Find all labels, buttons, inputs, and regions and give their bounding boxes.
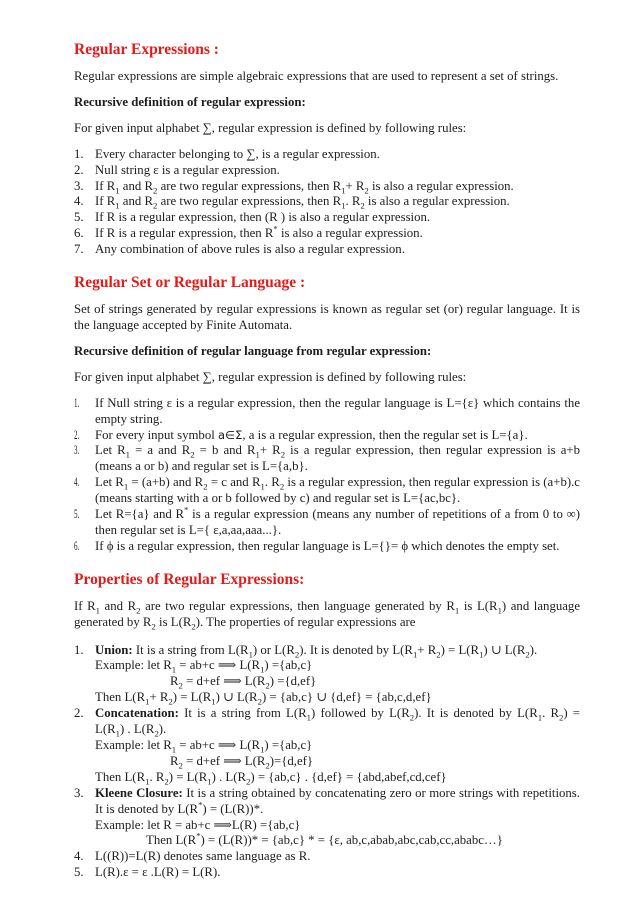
list-item-line: Then $L(R_1+ R_2) = L(R_1)$ ∪ $L(R_2) = \{ab,c\}$ ∪ {d,ef} = {ab,c,d,ef} [95, 690, 432, 707]
list-item-number: 1. [74, 146, 84, 161]
rules-list [74, 396, 580, 555]
list-item-number: 5. [74, 210, 84, 225]
list-item-text: For every input symbol a∈Σ, a is a regular expression, then the regular set is L={a}. [95, 427, 528, 442]
list-item [74, 643, 580, 707]
list-item [74, 147, 580, 163]
list-item-line: Kleene Closure: It is a string obtained by concatenating zero or more strings with repetitions. It is denoted by L(R*) = (L(R))*. [95, 785, 580, 816]
list-item-number: 2. [74, 706, 84, 721]
list-item [74, 194, 580, 210]
list-item [74, 428, 580, 444]
list-item-number: 4. [74, 194, 84, 209]
list-item-text: Any combination of above rules is also a regular expression. [95, 242, 405, 257]
list-item [74, 242, 580, 258]
list-item-number: 4. [74, 475, 80, 490]
list-item-number: 3. [74, 443, 80, 458]
list-item-text [95, 643, 580, 707]
list-item-number: 5. [74, 865, 84, 880]
list-item-number: 6. [74, 538, 80, 553]
list-item-text [95, 706, 580, 786]
list-item [74, 849, 580, 865]
list-item [74, 706, 580, 786]
list-item [74, 179, 580, 195]
list-item-line: Union: It is a string from $L(R_1)$ or $L(R_2)$. It is denoted by $L(R_1+ R_2) = L(R_1)$ ∪ $L(R_2)$. [95, 642, 538, 660]
list-item-line: Example: let R = ab+c ⟹L(R) ={ab,c} [95, 817, 301, 832]
list-item-number: 2. [74, 162, 84, 177]
list-item-number: 1. [74, 642, 84, 657]
list-item-line: $R_2 = d+ef$ ⟹ $L(R_2)=\{d,ef\}$ [170, 753, 314, 771]
section-regular-set [74, 273, 580, 555]
section-intro-paragraph: Set of strings generated by regular expressions is known as regular set (or) regular language. It is the language accepted by Finite Automata. [74, 302, 580, 332]
list-item-text: Let $R_1 = a$ and $R_2 = b$ and $R_1+ R_2$ is a regular expression, then regular expression is a+b (means a or b) and regular set is L={a,b}. [95, 443, 580, 474]
list-item [74, 396, 580, 428]
list-item-line: L(R).ε = ε .L(R) = L(R). [95, 865, 221, 880]
list-item-text: Let $R_1 = (a+b)$ and $R_2 = c$ and $R_1$. $R_2$ is a regular expression, then regular expression is (a+b).c (means starting with a or b followed by c) and regular set is L={ac,bc}. [95, 475, 580, 506]
list-item-text: Every character belonging to ∑, is a regular expression. [95, 146, 380, 161]
section-heading: Properties of Regular Expressions: [74, 570, 305, 588]
list-item [74, 163, 580, 179]
list-item-text [95, 849, 580, 865]
list-item-text: If $R_1$ and $R_2$ are two regular expressions, then $R_1$. $R_2$ is also a regular expression. [95, 194, 510, 211]
list-item-number: 2. [74, 427, 80, 442]
list-item-line: $R_2 = d+ef$ ⟹ $L(R_2) =\{d,ef\}$ [170, 674, 317, 691]
list-item-text [95, 786, 580, 850]
list-item-text: If R is a regular expression, then (R ) is also a regular expression. [95, 210, 431, 225]
section-properties [74, 570, 580, 881]
section-heading: Regular Expressions : [74, 41, 219, 58]
rules-list [74, 147, 580, 258]
list-item [74, 504, 580, 539]
list-item [74, 786, 580, 850]
list-item-line: Concatenation: It is a string from $L(R_1)$ followed by $L(R_2)$. It is denoted by $L(R_1$. $R_2) = L(R_1)$ . $L(R_2)$. [95, 706, 581, 739]
list-item-number: 3. [74, 178, 84, 193]
list-item-text: If R is a regular expression, then R* is also a regular expression. [95, 223, 423, 241]
list-item-number: 3. [74, 785, 84, 800]
section-regular-expressions [74, 40, 580, 258]
list-item [74, 210, 580, 226]
list-item [74, 865, 580, 881]
section-intro-paragraph: Regular expressions are simple algebraic expressions that are used to represent a set of strings. [74, 69, 559, 83]
section-subheading: Recursive definition of regular expression: [74, 94, 306, 109]
list-item-text: If ϕ is a regular expression, then regular language is L={}= ϕ which denotes the empty set. [95, 538, 560, 553]
section-subheading: Recursive definition of regular language from regular expression: [74, 343, 432, 358]
list-item [74, 443, 580, 475]
properties-list [74, 643, 580, 882]
list-item-text: If $R_1$ and $R_2$ are two regular expressions, then $R_1+ R_2$ is also a regular expression. [95, 178, 514, 196]
list-item-line: Example: let $R_1 = ab+c$ ⟹ $L(R_1) =\{ab,c\}$ [95, 658, 313, 676]
list-item-number: 5. [74, 507, 80, 522]
list-item-number: 7. [74, 242, 84, 257]
list-item [74, 223, 580, 242]
list-item [74, 475, 580, 507]
list-item-line: Then $L(R_1$. $R_2) = L(R_1)$ . $L(R_2) = \{ab,c\}$ . {d,ef} = {abd,abef,cd,cef} [95, 769, 447, 787]
rules-intro-paragraph: For given input alphabet ∑, regular expression is defined by following rules: [74, 369, 467, 384]
section-intro-paragraph: If $R_1$ and $R_2$ are two regular expressions, then language generated by $R_1$ is $L(R_1)$ and language generated by $R_2$ is $L(R_2)$. The properties of regular expressions are [74, 598, 580, 632]
list-item-line: L((R))=L(R) denotes same language as R. [95, 849, 311, 864]
list-item-number: 4. [74, 849, 84, 864]
list-item-text: Null string ε is a regular expression. [95, 162, 280, 177]
section-heading: Regular Set or Regular Language : [74, 274, 306, 292]
list-item-text: Let R={a} and R* is a regular expression (means any number of repetitions of a from 0 to ∞) then regular set is L={ ε,a,aa,aaa...}. [95, 504, 580, 537]
list-item-line: Then L(R*) = (L(R))* = {ab,c} * = {ε, ab,c,abab,abc,cab,cc,ababc…} [146, 831, 503, 848]
list-item-number: 6. [74, 226, 84, 241]
rules-intro-paragraph: For given input alphabet ∑, regular expression is defined by following rules: [74, 120, 467, 135]
list-item-text: If Null string ε is a regular expression, then the regular language is L={ε} which contains the empty string. [95, 395, 580, 426]
list-item [74, 539, 580, 555]
list-item-text [95, 865, 580, 881]
list-item-number: 1. [74, 395, 80, 410]
list-item-line: Example: let $R_1 = ab+c$ ⟹ $L(R_1) =\{ab,c\}$ [95, 738, 313, 755]
